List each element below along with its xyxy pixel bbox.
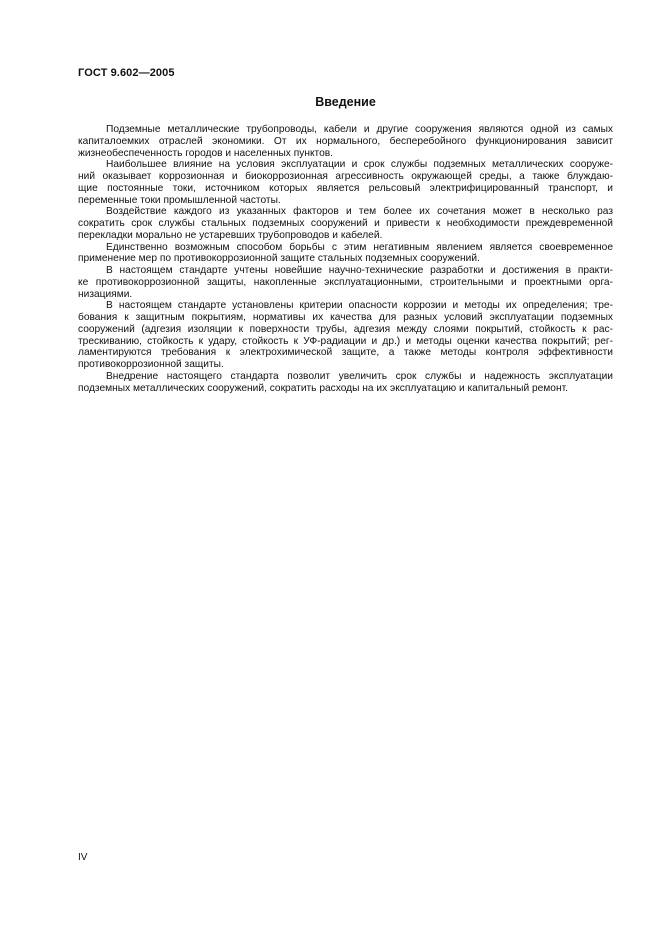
text-line: бования к защитным покрытиям, нормативы их качества для разных условий эксплуатации подземных — [78, 312, 613, 323]
text-line: жизнеобеспеченность городов и населенных пунктов. — [78, 147, 333, 159]
text-line: щие постоянные токи, источником которых является рельсовый электрифицированный транспорт, и — [78, 182, 613, 194]
page-number: IV — [78, 852, 88, 863]
text-line: сооружений (адгезия изоляции к поверхности трубы, адгезия между слоями покрытий, стойкость к рас- — [78, 323, 613, 335]
paragraph-4 — [78, 242, 613, 266]
document-header: ГОСТ 9.602—2005 — [78, 67, 175, 79]
text-line: Единственно возможным способом борьбы с этим негативным явлением является своевременное — [106, 241, 613, 253]
text-line: противокоррозионной защиты. — [78, 359, 224, 370]
text-line: ламентируются требования к электрохимической защите, а также методы контроля эффективности — [78, 347, 613, 359]
text-line: В настоящем стандарте установлены критерии опасности коррозии и методы их определения; тре- — [106, 300, 613, 312]
paragraph-2 — [78, 159, 613, 206]
text-line: низациями. — [78, 288, 133, 300]
paragraph-3 — [78, 206, 613, 241]
section-title: Введение — [315, 95, 376, 109]
text-line: трескиванию, стойкость к удару, стойкость к УФ-радиации и др.) и методы оценки качества покрытий; рег- — [78, 335, 613, 347]
text-line: капиталоемких отраслей экономики. От их нормального, бесперебойного функционирования зависит — [78, 135, 613, 147]
text-line: переменные токи промышленной частоты. — [78, 194, 281, 206]
text-line: подземных металлических сооружений, сократить расходы на их эксплуатацию и капитальный ремонт. — [78, 382, 568, 394]
text-line: Наибольшее влияние на условия эксплуатации и срок службы подземных металлических сооруже- — [106, 159, 613, 171]
text-line: ний оказывает коррозионная и биокоррозионная агрессивность окружающей среды, а также блуждаю- — [78, 171, 613, 182]
text-line: Подземные металлические трубопроводы, кабели и другие сооружения являются одной из самых — [106, 124, 613, 135]
paragraph-1 — [78, 124, 613, 159]
paragraph-5 — [78, 265, 613, 300]
text-line: перекладки морально не устаревших трубопроводов и кабелей. — [78, 229, 383, 241]
text-line: Воздействие каждого из указанных факторов и тем более их сочетания может в несколько раз — [106, 206, 613, 218]
text-line: В настоящем стандарте учтены новейшие научно-технические разработки и достижения в практи- — [106, 265, 613, 276]
paragraph-6 — [78, 300, 613, 371]
body-text — [78, 124, 613, 394]
text-line: Внедрение настоящего стандарта позволит увеличить срок службы и надежность эксплуатации — [106, 370, 613, 382]
paragraph-7 — [78, 371, 613, 395]
text-line: ке противокоррозионной защиты, накопленные эксплуатационными, строительными и проектными орга- — [78, 276, 613, 288]
text-line: сократить срок службы стальных подземных сооружений и привести к необходимости преждевременной — [78, 218, 613, 229]
text-line: применение мер по противокоррозионной защите стальных подземных сооружений. — [78, 253, 480, 265]
